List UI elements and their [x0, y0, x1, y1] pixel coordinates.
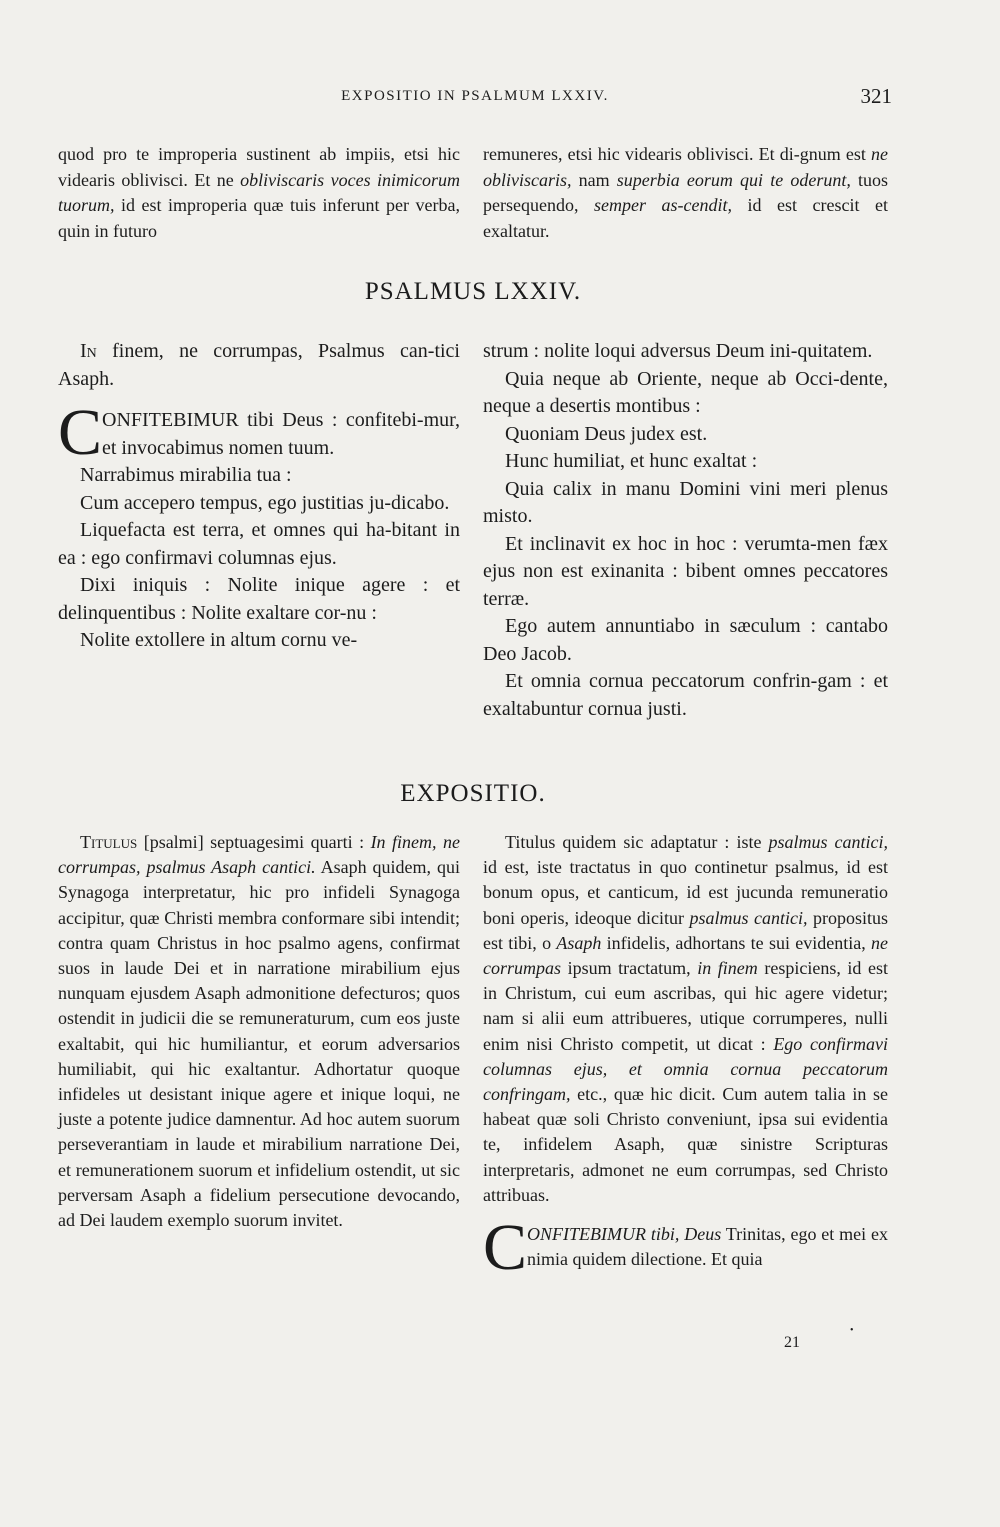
- psalm-verse: strum : nolite loqui adversus Deum ini-quitatem.: [483, 340, 873, 362]
- text-run: id est improperia: [114, 195, 248, 215]
- page-number: 321: [860, 84, 892, 108]
- top-left-column: [58, 142, 460, 244]
- text-run: quod pro te improperia sustinent ab impiis,: [58, 144, 395, 164]
- top-right-text: remuneres, etsi hic videaris oblivisci. Et di-gnum est ne obliviscaris, nam superbia eorum qui te oderunt, tuos persequendo, semper as-cendit, id est crescit et exaltatur.: [483, 144, 888, 241]
- signature-mark: •: [850, 1325, 854, 1336]
- expositio-left-column: [58, 830, 460, 1233]
- psalm-left-column: [58, 338, 460, 655]
- psalm-verse: Quoniam Deus judex est.: [505, 422, 708, 445]
- psalm-verse: Hunc humiliat, et hunc exaltat :: [505, 450, 758, 472]
- top-right-column: [483, 142, 888, 244]
- expositio-title: EXPOSITIO.: [400, 780, 546, 807]
- expositio-paragraph: Titulus quidem sic adaptatur : iste psalmus cantici, id est, iste tractatus in quo continetur psalmus, id est bonum opus, et canticum, id est jucunda remuneratio boni operis, ideoque dicitur psalmus cantici, propositus est tibi, o Asaph infidelis, adhortans te sui evidentia, ne corrumpas ipsum tractatum, in finem respiciens, id est in Christum, cui eum ascribas, qui hic agere videtur; nam si alii eum attribueres, utique corrumperes, nulli enim nisi Christo competit, ut dicat : Ego confirmavi columnas ejus, et omnia cornua peccatorum confringam, etc., quæ hic dicit. Cum autem talia in se habeat quæ soli Christo conveniunt, ipsa sui evidentia te, infidelem Asaph, quæ sinistre Scripturas interpretaris, admonet ne eum corrumpas, sed Christo attribuas.: [483, 832, 889, 1205]
- drop-cap: C: [483, 1211, 528, 1285]
- expositio-paragraph: Titulus [psalmi] septuagesimi quarti : In finem, ne corrumpas, psalmus Asaph cantici. Asaph quidem, qui Synagoga interpretatur, hic pro infideli Synagoga accipitur, quæ Christi membra conformare sibi intendit; contra quam Christus in hoc psalmo agens, confirmat suos in laude Dei et in narratione mirabilium ejus nunquam ejusdem Asaph admonitione defecturos; quos ostendit in judicii die se remuneraturum, cum eos juste exaltabit, qui hic humiliantur, et eorum adversarios humiliabit, qui hic exaltantur. Adhortatur quoque infideles ut desistant inique agere et inique loqui, ne juste a potente judice damnentur. Ad hoc autem suorum perseverantiam in laude et mirabilium narratione Dei, et remunerationem suorum et infidelium ostendit, ut sic perversam Asaph a fidelium persecutione devocando, ad Dei laudem exemplo suorum invitet.: [58, 832, 461, 1231]
- psalm-verse: Narrabimus mirabilia tua :: [80, 464, 292, 486]
- psalm-verse: Et omnia cornua peccatorum confrin-gam : et exaltabuntur cornua justi.: [483, 670, 888, 720]
- expositio-comment: C ONFITEBIMUR tibi, Deus Trinitas, ego et mei ex nimia quidem dilectione. Et quia: [483, 1211, 888, 1285]
- psalm-verse: Et inclinavit ex hoc in hoc : verumta-men fæx ejus non est exinanita : bibent omnes peccatores terræ.: [483, 532, 888, 610]
- psalm-verse: Ego autem annuntiabo in sæculum : cantabo Deo Jacob.: [483, 615, 888, 665]
- drop-cap: C: [58, 396, 103, 469]
- psalm-right-column: [483, 338, 888, 723]
- text-run: quæ tuis inferunt per verba, quin in futuro: [58, 195, 461, 241]
- top-left-text: [58, 142, 460, 244]
- text-run: etsi hic videaris oblivisci. Et ne: [58, 144, 460, 190]
- italic-run: voces inimicorum tuorum,: [58, 169, 461, 215]
- psalm-verse: Cum accepero tempus, ego justitias ju-dicabo.: [80, 491, 450, 514]
- psalm-first-verse: C ONFITEBIMUR tibi Deus : confitebi-mur, et invocabimus nomen tuum.: [58, 396, 460, 469]
- psalm-verse: Quia calix in manu Domini vini meri plenus misto.: [483, 477, 888, 527]
- psalm-verse: Quia neque ab Oriente, neque ab Occi-dente, neque a desertis montibus :: [483, 367, 888, 417]
- running-title: EXPOSITIO IN PSALMUM LXXIV.: [341, 88, 609, 104]
- psalm-verse: Liquefacta est terra, et omnes qui ha-bitant in ea : ego confirmavi columnas ejus.: [58, 519, 460, 569]
- italic-run: obliviscaris: [240, 169, 325, 190]
- expositio-right-column: [483, 830, 889, 1285]
- psalm-intro: In finem, ne corrumpas, Psalmus can-tici Asaph.: [58, 340, 460, 390]
- psalm-verse: Nolite extollere in altum cornu ve-: [80, 629, 358, 651]
- psalm-verse: Dixi iniquis : Nolite inique agere : et delinquentibus : Nolite exaltare cor-nu :: [58, 574, 460, 624]
- signature-number: 21: [784, 1334, 800, 1351]
- psalm-title: PSALMUS LXXIV.: [364, 278, 582, 305]
